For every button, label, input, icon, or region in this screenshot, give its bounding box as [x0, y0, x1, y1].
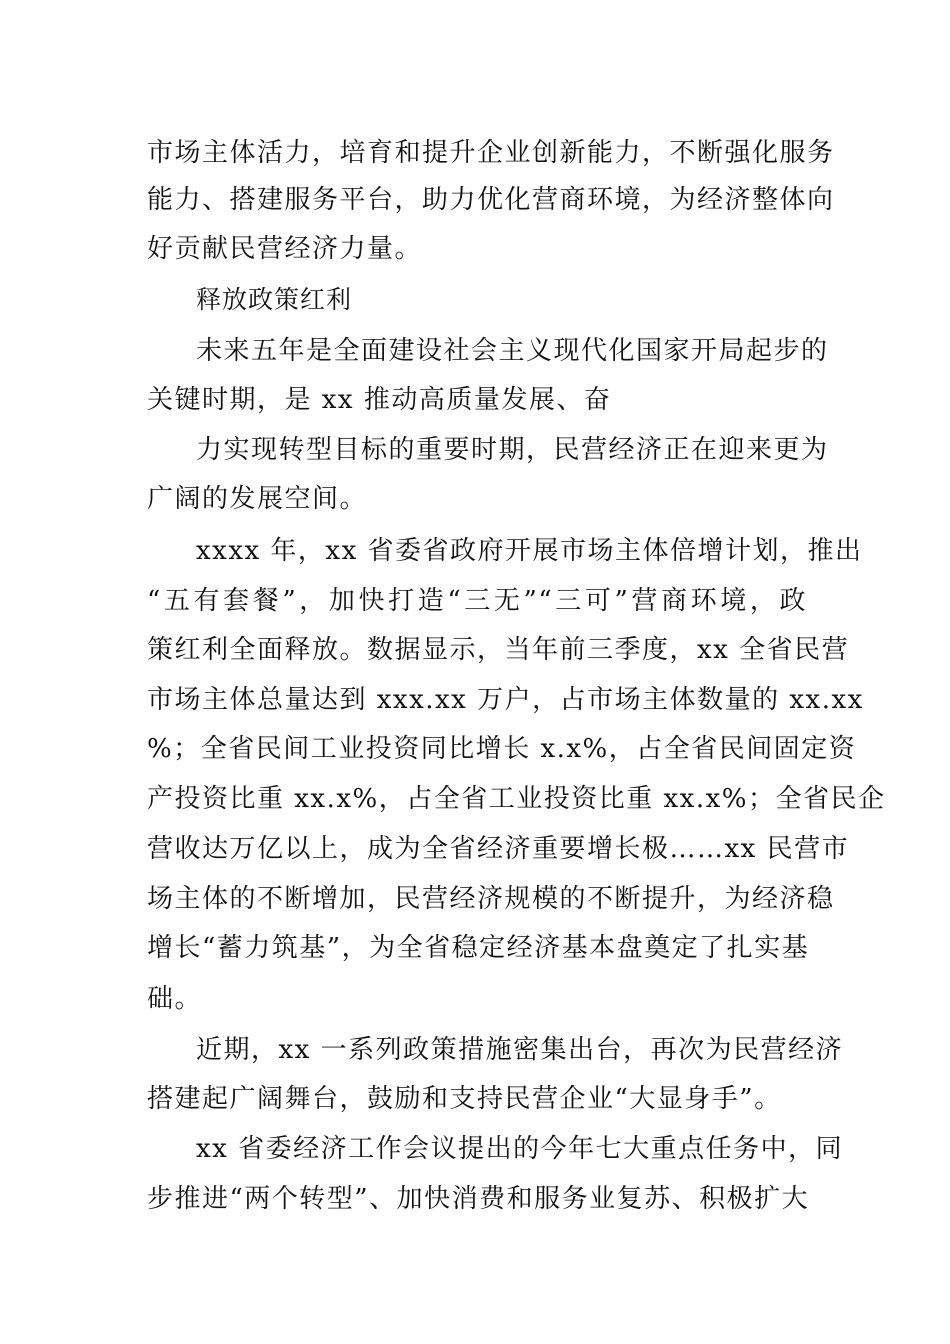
p5-line-1: xx 省委经济工作会议提出的今年七大重点任务中，同	[196, 1134, 844, 1164]
p3-line-6: 产投资比重 xx.x%，占全省工业投资比重 xx.x%；全省民企	[147, 784, 886, 814]
p3-line-3: 策红利全面释放。数据显示，当年前三季度，xx 全省民营	[147, 635, 850, 665]
p3-line-2: “五有套餐”，加快打造“三无”“三可”营商环境，政	[147, 586, 807, 616]
intro-line-3: 好贡献民营经济力量。	[147, 234, 423, 264]
section-heading: 释放政策红利	[196, 285, 353, 314]
p3-line-9: 增长“蓄力筑基”，为全省稳定经济基本盘奠定了扎实基	[147, 933, 810, 963]
intro-line-1: 市场主体活力，培育和提升企业创新能力，不断强化服务	[147, 138, 835, 168]
p5-line-2: 步推进“两个转型”、加快消费和服务业复苏、积极扩大	[147, 1184, 810, 1214]
p1-line-2: 关键时期，是 xx 推动高质量发展、奋	[147, 385, 612, 415]
p3-line-1: xxxx 年，xx 省委省政府开展市场主体倍增计划，推出	[196, 536, 863, 566]
p3-line-5: %；全省民间工业投资同比增长 x.x%，占全省民间固定资	[147, 734, 857, 764]
p4-line-2: 搭建起广阔舞台，鼓励和支持民营企业“大显身手”。	[147, 1084, 782, 1114]
p3-line-7: 营收达万亿以上，成为全省经济重要增长极……xx 民营市	[147, 834, 850, 864]
p3-line-4: 市场主体总量达到 xxx.xx 万户，占市场主体数量的 xx.xx	[147, 685, 864, 715]
p3-line-8: 场主体的不断增加，民营经济规模的不断提升，为经济稳	[147, 884, 835, 914]
p2-line-1: 力实现转型目标的重要时期，民营经济正在迎来更为	[196, 435, 829, 465]
p4-line-1: 近期，xx 一系列政策措施密集出台，再次为民营经济	[196, 1035, 844, 1065]
intro-line-2: 能力、搭建服务平台，助力优化营商环境，为经济整体向	[147, 185, 835, 215]
p3-line-10: 础。	[147, 984, 203, 1014]
p2-line-2: 广阔的发展空间。	[147, 484, 368, 514]
p1-line-1: 未来五年是全面建设社会主义现代化国家开局起步的	[196, 336, 829, 366]
